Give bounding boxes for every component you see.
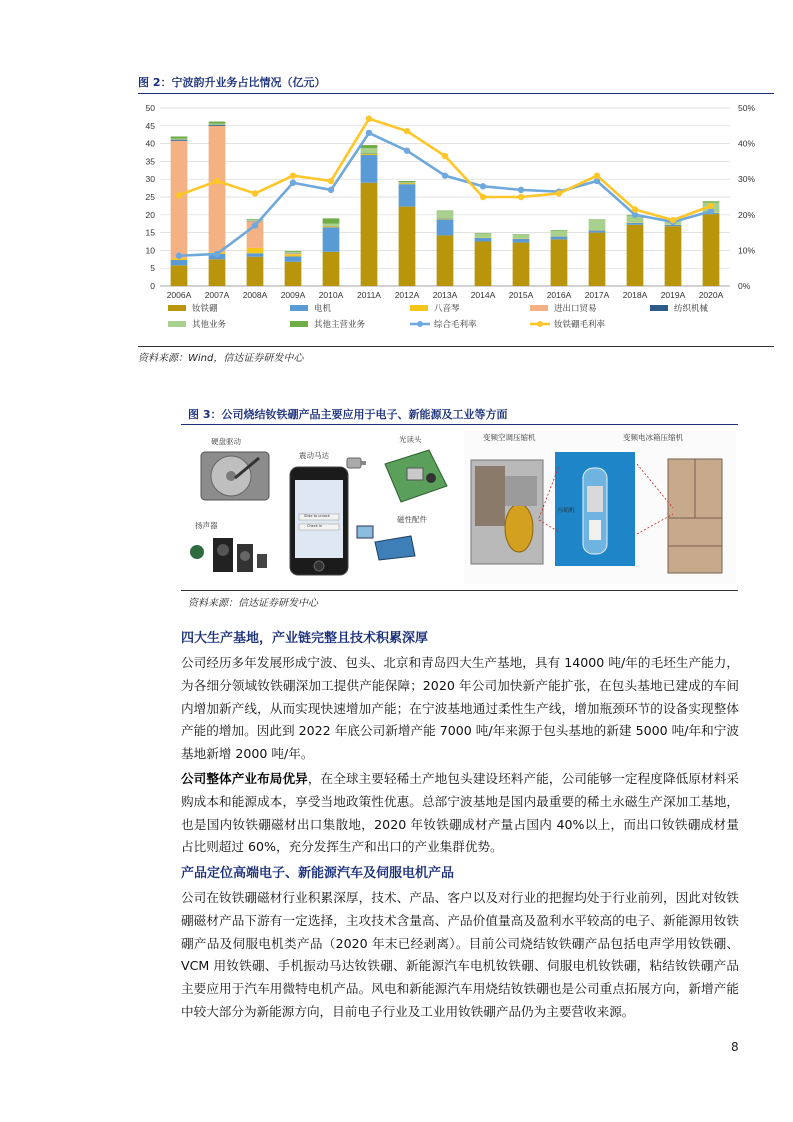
series-point <box>366 115 372 121</box>
bar-segment <box>209 125 226 126</box>
bar-segment <box>551 231 568 236</box>
phone-image <box>289 466 349 576</box>
label-optical: 光读头 <box>399 435 422 444</box>
legend-label: 综合毛利率 <box>434 320 477 330</box>
bar-segment <box>589 230 606 232</box>
legend-marker <box>417 321 423 327</box>
label-hdd: 硬盘驱动 <box>211 437 241 446</box>
y-tick-label: 0 <box>150 281 155 291</box>
series-point <box>480 183 486 189</box>
series-point <box>290 180 296 186</box>
bar-segment <box>209 124 226 125</box>
section3-title: 产品定位高端电子、新能源汽车及伺服电机产品 <box>181 866 455 881</box>
label-vibration: 震动马达 <box>299 451 329 460</box>
bar-segment <box>551 239 568 286</box>
series-point <box>518 194 524 200</box>
series-point <box>404 128 410 134</box>
bar-segment <box>171 136 188 138</box>
legend-label: 纺织机械 <box>674 304 709 314</box>
bar-segment <box>399 183 416 184</box>
y2-tick-label: 10% <box>738 245 756 256</box>
phone-text-2: Check In <box>307 524 323 528</box>
legend-label: 进出口贸易 <box>554 304 597 314</box>
series-point <box>594 172 600 178</box>
label-ac-compressor: 变频空调压缩机 <box>483 433 536 442</box>
bar-segment <box>361 183 378 286</box>
bar-segment <box>475 233 492 234</box>
bar-segment <box>285 254 302 256</box>
bar-segment <box>475 238 492 242</box>
y-tick-label: 10 <box>145 245 155 256</box>
figure3-top-rule <box>181 424 738 425</box>
label-speaker: 扬声器 <box>195 521 218 530</box>
series-point <box>252 222 258 228</box>
page-number: 8 <box>731 1040 739 1054</box>
legend-swatch <box>168 321 186 327</box>
figure2-bottom-rule <box>138 346 774 347</box>
bar-segment <box>665 226 682 286</box>
bar-segment <box>589 219 606 220</box>
legend-swatch <box>290 321 308 327</box>
x-tick-label: 2011A <box>357 290 381 300</box>
x-tick-label: 2007A <box>204 290 230 300</box>
x-tick-label: 2016A <box>546 290 572 300</box>
bar-segment <box>627 223 644 225</box>
x-tick-label: 2010A <box>318 290 344 300</box>
bar-segment <box>475 234 492 238</box>
y2-tick-label: 0% <box>738 281 751 291</box>
section1-body: 公司经历多年发展形成宁波、包头、北京和青岛四大生产基地，具有 14000 吨/年的毛坯生产能力，为各细分领域钕铁硼深加工提供产能保障；2020 年公司加快新产能扩张，在包头基地已建成的车间内增加新产线，从而实现快速增加产能；在宁波基地通过柔性生产线，增加瓶颈环节的设备实现整体产能的增加。因此到 2022 年底公司新增产能 7000 吨/年来源于包头基地的新建 5000 吨/年和宁波基地新增 2000 吨/年。 <box>181 655 739 762</box>
bar-segment <box>323 227 340 252</box>
ac-compressor-image <box>469 456 547 568</box>
speaker-image <box>187 532 273 576</box>
x-tick-label: 2014A <box>470 290 496 300</box>
series-point <box>328 178 334 184</box>
figure3-source: 资料来源：信达证券研发中心 <box>188 598 318 609</box>
label-magnetic: 磁性配件 <box>397 515 427 524</box>
x-tick-label: 2015A <box>508 290 534 300</box>
bar-segment <box>323 252 340 286</box>
y2-tick-label: 40% <box>738 138 756 149</box>
series-point <box>328 187 334 193</box>
series-point <box>480 194 486 200</box>
bar-segment <box>323 224 340 226</box>
legend-swatch <box>168 305 186 311</box>
legend-swatch <box>410 305 428 311</box>
bar-segment <box>361 154 378 155</box>
figure2-source: 资料来源：Wind，信达证券研发中心 <box>138 353 304 364</box>
y-tick-label: 15 <box>145 227 155 238</box>
bar-segment <box>247 248 264 253</box>
bar-segment <box>513 243 530 286</box>
bar-segment <box>551 237 568 240</box>
bar-segment <box>209 126 226 252</box>
bar-segment <box>285 252 302 253</box>
x-tick-label: 2019A <box>660 290 686 300</box>
figure2-top-rule <box>138 93 774 94</box>
figure3-images <box>181 428 738 586</box>
bar-segment <box>171 140 188 141</box>
figure3-bottom-rule <box>181 590 738 591</box>
legend-marker <box>537 321 543 327</box>
bar-segment <box>285 251 302 252</box>
bar-segment <box>323 226 340 227</box>
bar-segment <box>171 265 188 286</box>
series-point <box>214 251 220 257</box>
bar-segment <box>247 257 264 286</box>
series-point <box>518 187 524 193</box>
x-tick-label: 2008A <box>242 290 268 300</box>
series-point <box>708 203 714 209</box>
y-tick-label: 5 <box>150 263 155 274</box>
y-tick-label: 50 <box>145 103 155 113</box>
y-tick-label: 20 <box>145 209 155 220</box>
bar-segment <box>437 219 454 235</box>
bar-segment <box>399 184 416 206</box>
series-point <box>366 130 372 136</box>
y2-tick-label: 30% <box>738 174 756 185</box>
series-point <box>632 206 638 212</box>
series-point <box>442 172 448 178</box>
series-point <box>214 178 220 184</box>
series-point <box>176 253 182 259</box>
x-tick-label: 2020A <box>698 290 724 300</box>
legend-label: 其他主营业务 <box>314 320 366 330</box>
section3-body: 公司在钕铁硼磁材行业积累深厚，技术、产品、客户以及对行业的把握均处于行业前列，因此对钕铁硼磁材产品下游有一定选择，主攻技术含量高、产品价值量高及盈利水平较高的电子、新能源用钕铁硼产品及伺服电机类产品（2020 年末已经剥离）。目前公司烧结钕铁硼产品包括电声学用钕铁硼、VCM 用钕铁硼、手机振动马达钕铁硼、新能源汽车电机钕铁硼、伺服电机钕铁硼，粘结钕铁硼产品主要应用于汽车用微特电机产品。风电和新能源汽车用烧结钕铁硼也是公司重点拓展方向，新增产能中较大部分为新能源方向，目前电子行业及工业用钕铁硼产品仍为主要营收来源。 <box>181 890 739 1019</box>
section2-paragraph <box>181 768 739 859</box>
label-compressor: 压缩机 <box>558 508 575 514</box>
bar-segment <box>171 139 188 140</box>
bar-segment <box>589 220 606 230</box>
bar-segment <box>247 253 264 257</box>
x-tick-label: 2012A <box>394 290 420 300</box>
legend-swatch <box>650 305 668 311</box>
bar-segment <box>323 218 340 223</box>
legend-label: 电机 <box>314 304 332 314</box>
legend-swatch <box>530 305 548 311</box>
y-tick-label: 30 <box>145 174 155 185</box>
bar-segment <box>171 260 188 265</box>
bar-segment <box>703 214 720 286</box>
figure2-title: 图 2：宁波韵升业务占比情况（亿元） <box>138 76 326 89</box>
y-tick-label: 40 <box>145 138 155 149</box>
bar-segment <box>399 207 416 286</box>
legend-label: 其他业务 <box>192 320 227 330</box>
bar-segment <box>437 219 454 220</box>
bar-segment <box>285 262 302 286</box>
bar-segment <box>171 141 188 258</box>
legend-swatch <box>290 305 308 311</box>
bar-segment <box>399 182 416 183</box>
bar-segment <box>361 148 378 153</box>
bar-segment <box>437 235 454 286</box>
bar-segment <box>551 230 568 231</box>
bar-segment <box>361 155 378 183</box>
bar-segment <box>513 239 530 243</box>
y-tick-label: 35 <box>145 156 155 167</box>
bar-segment <box>475 242 492 287</box>
series-point <box>252 190 258 196</box>
series-point <box>404 148 410 154</box>
y2-tick-label: 20% <box>738 209 756 220</box>
figure2-chart <box>138 96 774 346</box>
legend-label: 钕铁硼毛利率 <box>554 320 606 330</box>
series-point <box>442 153 448 159</box>
series-point <box>670 217 676 223</box>
section2-lead: 公司整体产业布局优异 <box>181 771 308 786</box>
bar-segment <box>285 254 302 255</box>
y2-tick-label: 50% <box>738 103 756 113</box>
hdd-image <box>199 448 271 504</box>
series-point <box>176 192 182 198</box>
x-tick-label: 2017A <box>584 290 610 300</box>
legend-label: 钕铁硼 <box>192 304 218 314</box>
label-fridge-compressor: 变频电冰箱压缩机 <box>623 433 683 442</box>
bar-segment <box>589 233 606 286</box>
section2-body: ，在全球主要轻稀土产地包头建设坯料产能，公司能够一定程度降低原材料采购成本和能源成本，享受当地政策性优惠。总部宁波基地是国内最重要的稀土永磁生产深加工基地，也是国内钕铁硼磁材出口集散地，2020 年钕铁硼成材产量占国内 40%以上，而出口钕铁硼成材量占比则超过 60%，充分发挥生产和出口的产业集群优势。 <box>181 771 740 855</box>
section1-title: 四大生产基地，产业链完整且技术积累深厚 <box>181 631 429 646</box>
bar-segment <box>513 235 530 239</box>
bar-segment <box>209 122 226 124</box>
series-point <box>556 190 562 196</box>
bar-segment <box>437 211 454 218</box>
callout-lines <box>537 458 677 538</box>
figure3-title: 图 3：公司烧结钕铁硼产品主要应用于电子、新能源及工业等方面 <box>188 408 508 421</box>
bar-segment <box>209 259 226 286</box>
bar-segment <box>361 145 378 148</box>
bar-segment <box>627 225 644 286</box>
series-line <box>179 119 711 220</box>
magnetic-accessory-image <box>353 522 419 562</box>
bar-segment <box>399 181 416 182</box>
y-tick-label: 45 <box>145 120 155 131</box>
bar-segment <box>285 256 302 261</box>
bar-segment <box>703 201 720 202</box>
phone-text-1: Slide to unlock <box>304 514 330 518</box>
legend-label: 八音琴 <box>434 304 460 314</box>
x-tick-label: 2013A <box>432 290 458 300</box>
optical-pickup-image <box>381 446 449 504</box>
x-tick-label: 2018A <box>622 290 648 300</box>
x-tick-label: 2006A <box>166 290 192 300</box>
x-tick-label: 2009A <box>280 290 306 300</box>
series-point <box>290 172 296 178</box>
bar-segment <box>513 234 530 235</box>
bar-segment <box>437 211 454 212</box>
y-tick-label: 25 <box>145 192 155 202</box>
